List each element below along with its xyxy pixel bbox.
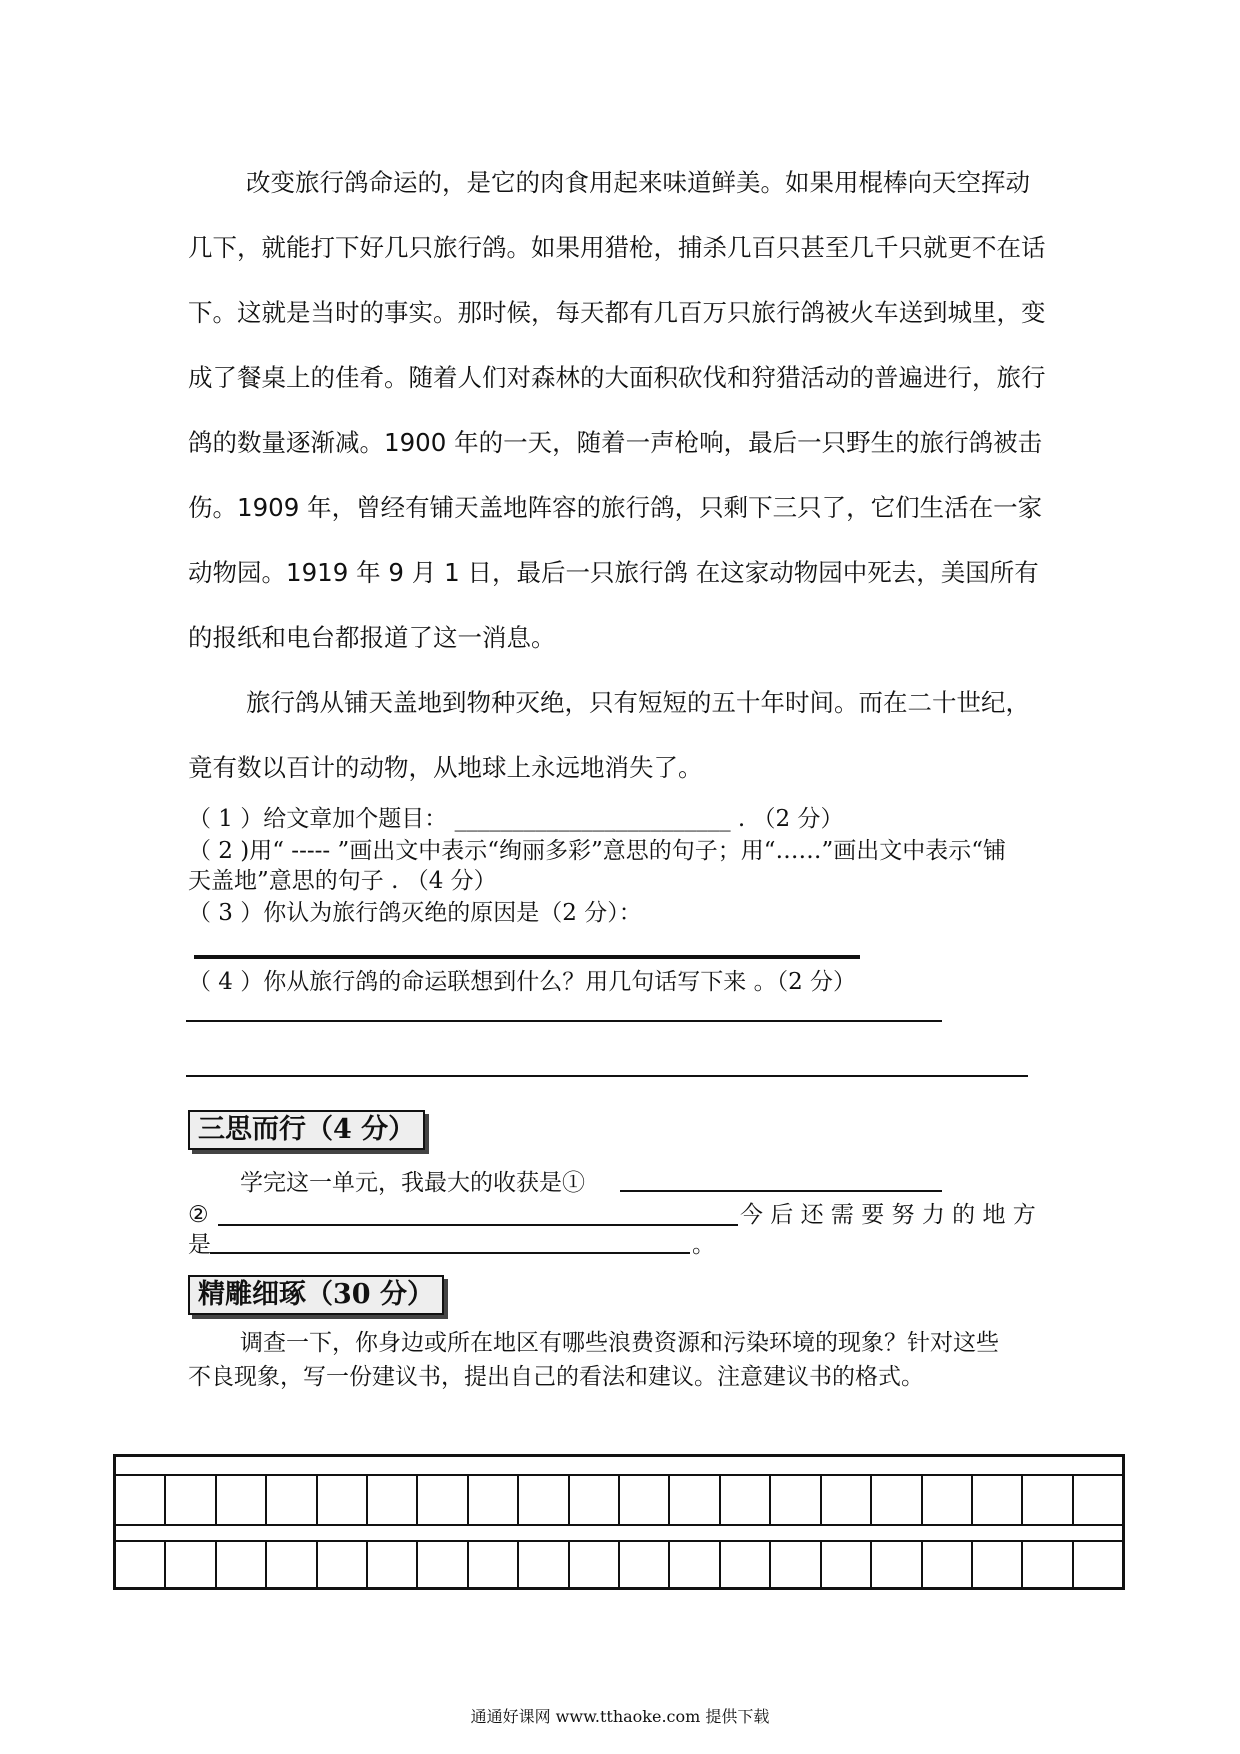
passage-line: 下。这就是当时的事实。那时候，每天都有几百万只旅行鸽被火车送到城里，变 <box>188 298 1046 327</box>
grid-cell[interactable] <box>721 1476 771 1524</box>
question-4: （ 4 ）你从旅行鸽的命运联想到什么？用几句话写下来 。（2 分） <box>188 969 857 995</box>
write-instructions <box>188 1326 1060 1394</box>
grid-cell[interactable] <box>1023 1476 1073 1524</box>
question-2-line-2: 天盖地”意思的句子 . （4 分） <box>188 868 497 894</box>
grid-cell[interactable] <box>318 1476 368 1524</box>
grid-cell[interactable] <box>620 1542 670 1587</box>
grid-cell[interactable] <box>116 1476 166 1524</box>
grid-cell[interactable] <box>1074 1476 1122 1524</box>
grid-cell[interactable] <box>670 1476 720 1524</box>
write-instructions-line-2: 不良现象，写一份建议书，提出自己的看法和建议。注意建议书的格式。 <box>188 1364 924 1390</box>
grid-cell[interactable] <box>973 1542 1023 1587</box>
grid-cell[interactable] <box>368 1542 418 1587</box>
grid-cell[interactable] <box>771 1476 821 1524</box>
grid-cell[interactable] <box>872 1476 922 1524</box>
answer-line-improve[interactable] <box>210 1252 690 1254</box>
grid-cell[interactable] <box>469 1476 519 1524</box>
question-1: （ 1 ）给文章加个题目： ________________________ . （2 分） <box>188 806 844 832</box>
passage-line: 鸽的数量逐渐减。1900 年的一天，随着一声枪响，最后一只野生的旅行鸽被击 <box>188 428 1043 457</box>
question-3: （ 3 ）你认为旅行鸽灭绝的原因是（2 分）： <box>188 900 642 926</box>
passage-line: 竟有数以百计的动物，从地球上永远地消失了。 <box>188 753 703 782</box>
grid-cell[interactable] <box>267 1476 317 1524</box>
grid-cell[interactable] <box>872 1542 922 1587</box>
grid-cell[interactable] <box>166 1542 216 1587</box>
grid-row-2 <box>116 1542 1122 1587</box>
passage-line: 伤。1909 年，曾经有铺天盖地阵容的旅行鸽，只剩下三只了，它们生活在一家 <box>188 493 1043 522</box>
grid-cell[interactable] <box>1074 1542 1122 1587</box>
grid-cell[interactable] <box>1023 1542 1073 1587</box>
grid-cell[interactable] <box>418 1542 468 1587</box>
answer-line-q4-1[interactable] <box>186 1020 942 1022</box>
grid-cell[interactable] <box>469 1542 519 1587</box>
passage-line: 动物园。1919 年 9 月 1 日，最后一只旅行鸽 在这家动物园中死去，美国所有 <box>188 558 1039 587</box>
grid-cell[interactable] <box>570 1542 620 1587</box>
section-title-think: 三思而行（4 分） <box>188 1110 425 1150</box>
section-title-write: 精雕细琢（30 分） <box>188 1275 444 1315</box>
think-line-1 <box>188 1166 1060 1200</box>
grid-cell[interactable] <box>519 1476 569 1524</box>
writing-grid[interactable] <box>113 1454 1125 1590</box>
grid-cell[interactable] <box>771 1542 821 1587</box>
think-line-1-text: 学完这一单元，我最大的收获是① <box>240 1170 585 1196</box>
footer-credit: 通通好课网 www.tthaoke.com 提供下载 <box>470 1707 770 1726</box>
think-line-2-end-text: 今 后 还 需 要 努 力 的 地 方 <box>740 1202 1036 1228</box>
think-line-2-mark: ② <box>188 1202 209 1228</box>
write-instructions-line-1: 调查一下，你身边或所在地区有哪些浪费资源和污染环境的现象？针对这些 <box>240 1330 999 1356</box>
think-line-3-start <box>188 1228 1060 1262</box>
passage-line: 改变旅行鸽命运的，是它的肉食用起来味道鲜美。如果用棍棒向天空挥动 <box>246 168 1030 197</box>
answer-line-gain-2[interactable] <box>218 1224 738 1226</box>
grid-cell[interactable] <box>670 1542 720 1587</box>
passage-line: 旅行鸽从铺天盖地到物种灭绝，只有短短的五十年时间。而在二十世纪， <box>246 688 1030 717</box>
grid-cell[interactable] <box>822 1476 872 1524</box>
grid-cell[interactable] <box>721 1542 771 1587</box>
grid-cell[interactable] <box>570 1476 620 1524</box>
think-line-3-end-text: 。 <box>692 1232 715 1258</box>
grid-cell[interactable] <box>116 1542 166 1587</box>
answer-line-q3[interactable] <box>194 955 860 959</box>
grid-cell[interactable] <box>519 1542 569 1587</box>
grid-cell[interactable] <box>973 1476 1023 1524</box>
grid-cell[interactable] <box>923 1542 973 1587</box>
think-line-2-end <box>740 1198 1060 1232</box>
passage-line: 几下，就能打下好几只旅行鸽。如果用猎枪，捕杀几百只甚至几千只就更不在话 <box>188 233 1046 262</box>
question-2-line-1: （ 2 )用“ ----- ”画出文中表示“绚丽多彩”意思的句子；用“……”画出文中表示“铺 <box>188 838 1007 864</box>
answer-line-q4-2[interactable] <box>186 1075 1028 1077</box>
passage-line: 成了餐桌上的佳肴。随着人们对森林的大面积砍伐和狩猎活动的普遍进行，旅行 <box>188 363 1046 392</box>
grid-cell[interactable] <box>217 1476 267 1524</box>
answer-line-gain-1[interactable] <box>620 1190 942 1192</box>
grid-cell[interactable] <box>368 1476 418 1524</box>
grid-cell[interactable] <box>620 1476 670 1524</box>
grid-cell[interactable] <box>318 1542 368 1587</box>
passage-line: 的报纸和电台都报道了这一消息。 <box>188 623 556 652</box>
think-line-3-end <box>692 1228 732 1262</box>
grid-cell[interactable] <box>217 1542 267 1587</box>
grid-cell[interactable] <box>923 1476 973 1524</box>
grid-cell[interactable] <box>267 1542 317 1587</box>
grid-row-1 <box>116 1476 1122 1526</box>
grid-cell[interactable] <box>418 1476 468 1524</box>
passage <box>188 150 1060 800</box>
grid-cell[interactable] <box>166 1476 216 1524</box>
think-line-3-mark: 是 <box>188 1232 211 1258</box>
grid-cell[interactable] <box>822 1542 872 1587</box>
